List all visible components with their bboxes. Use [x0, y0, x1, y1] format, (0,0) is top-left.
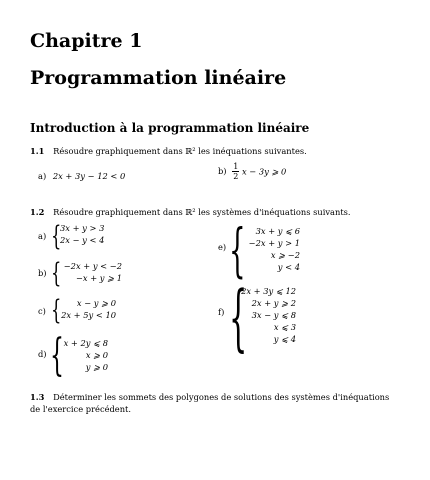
left-brace: { — [50, 330, 64, 381]
exercise-number: 1.1 — [30, 146, 45, 156]
exercise-text: Résoudre graphiquement dans ℝ² les systèmes d'inéquations suivants. — [53, 207, 351, 217]
system-a-label: a) — [38, 231, 47, 241]
system-b-label: b) — [38, 268, 47, 278]
exercise-number: 1.2 — [30, 207, 45, 217]
ex1-item-a — [38, 171, 125, 181]
exercise-1-3-statement — [30, 391, 390, 415]
chapter-heading: Chapitre 1 — [30, 30, 143, 52]
system-c-label: c) — [38, 306, 46, 316]
section-heading: Introduction à la programmation linéaire — [30, 121, 310, 135]
left-brace: { — [229, 216, 246, 284]
system-e: 3x + y ⩽ 6 −2x + y > 1 x ⩾ −2 y < 4 — [248, 226, 300, 272]
exercise-number: 1.3 — [30, 392, 45, 402]
system-d-label: d) — [38, 349, 47, 359]
exercise-1-1-statement — [30, 146, 307, 156]
inequation: 2x + 3y − 12 < 0 — [52, 171, 126, 181]
left-brace: { — [51, 258, 62, 289]
system-e-label: e) — [218, 242, 227, 252]
ex1-item-b — [218, 162, 286, 181]
item-label: b) — [218, 166, 227, 176]
system-a: 3x + y > 3 2x − y < 4 — [60, 223, 105, 245]
fraction-one-half: $\frac{1}{2}$ — [233, 162, 239, 181]
system-d: x + 2y ⩽ 8 x ⩾ 0 y ⩾ 0 — [63, 338, 108, 372]
chapter-title: Programmation linéaire — [30, 67, 287, 89]
exercise-text: Déterminer les sommets des polygones de solutions des systèmes d'inéquations de l'exercice précédent. — [30, 392, 390, 414]
system-f-label: f) — [218, 307, 225, 317]
exercise-1-2-statement — [30, 207, 351, 217]
system-f: 2x + 3y ⩽ 12 2x + y ⩾ 2 3x − y ⩽ 8 x ⩽ 3 y ⩽ 4 — [241, 286, 296, 344]
item-label: a) — [38, 171, 47, 181]
left-brace: { — [51, 295, 62, 326]
system-b: −2x + y < −2 −x + y ⩾ 1 — [63, 261, 122, 283]
left-brace: { — [51, 221, 62, 252]
left-brace: { — [229, 275, 248, 359]
exercise-text: Résoudre graphiquement dans ℝ² les inéquations suivantes. — [53, 146, 307, 156]
inequation: x − 3y ⩾ 0 — [241, 166, 287, 177]
system-c: x − y ⩾ 0 2x + 5y < 10 — [61, 298, 116, 320]
